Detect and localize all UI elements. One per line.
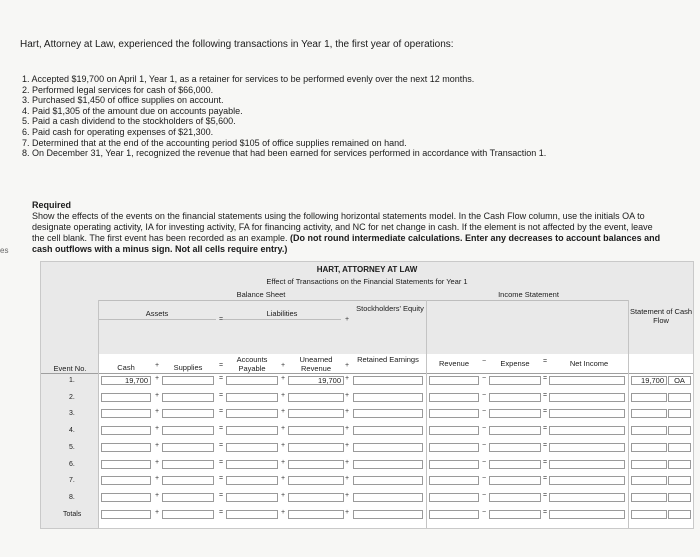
liabilities-label: Liabilities xyxy=(266,309,298,318)
unearned-revenue-cell[interactable]: 19,700 xyxy=(288,376,344,385)
event-number: 7. xyxy=(69,477,75,484)
accounts-payable-cell[interactable] xyxy=(226,460,278,469)
supplies-cell[interactable] xyxy=(162,376,214,385)
plus-sign: + xyxy=(281,475,286,482)
accounts-payable-cell[interactable] xyxy=(226,376,278,385)
supplies-cell[interactable] xyxy=(162,476,214,485)
equals-sign: = xyxy=(543,358,548,365)
unearned-revenue-cell[interactable] xyxy=(288,493,344,502)
plus-sign: + xyxy=(281,442,286,449)
event-number: 1. xyxy=(69,377,75,384)
minus-sign: − xyxy=(482,492,487,499)
accounts-payable-cell[interactable] xyxy=(226,409,278,418)
minus-sign: − xyxy=(482,375,487,382)
cash-cell[interactable] xyxy=(101,443,151,452)
plus-sign: + xyxy=(345,408,350,415)
transaction-item: 5. Paid a cash dividend to the stockholders of $5,600. xyxy=(22,116,236,127)
plus-sign: + xyxy=(345,442,350,449)
cash-flow-amount-cell[interactable] xyxy=(631,476,667,485)
revenue-cell[interactable] xyxy=(429,376,479,385)
expense-cell[interactable] xyxy=(489,376,541,385)
cash-flow-type-cell[interactable] xyxy=(668,460,691,469)
plus-sign: + xyxy=(281,408,286,415)
required-title: Required xyxy=(32,200,72,210)
equals-sign: = xyxy=(543,442,548,449)
plus-sign: + xyxy=(345,509,350,516)
cash-flow-type-cell[interactable] xyxy=(668,493,691,502)
plus-sign: + xyxy=(345,459,350,466)
revenue-cell[interactable] xyxy=(429,409,479,418)
plus-sign: + xyxy=(345,392,350,399)
expense-cell[interactable] xyxy=(489,409,541,418)
revenue-cell[interactable] xyxy=(429,443,479,452)
retained-earnings-cell[interactable] xyxy=(353,409,423,418)
col-sep xyxy=(628,300,629,528)
equals-sign: = xyxy=(219,425,224,432)
minus-sign: − xyxy=(482,358,487,365)
plus-sign: + xyxy=(155,362,160,369)
accounts-payable-cell[interactable] xyxy=(226,426,278,435)
plus-sign: + xyxy=(155,392,160,399)
unearned-revenue-cell[interactable] xyxy=(288,510,344,519)
cash-cell[interactable] xyxy=(101,409,151,418)
header-divider xyxy=(98,300,628,301)
cash-flow-amount-cell[interactable] xyxy=(631,409,667,418)
plus-sign: + xyxy=(345,316,350,323)
retained-earnings-cell[interactable] xyxy=(353,376,423,385)
model-subtitle: Effect of Transactions on the Financial Statements for Year 1 xyxy=(266,277,468,286)
unearned-revenue-cell[interactable] xyxy=(288,460,344,469)
liabilities-underline xyxy=(223,319,341,320)
unearned-revenue-cell[interactable] xyxy=(288,443,344,452)
equals-sign: = xyxy=(219,362,224,369)
accounts-payable-cell[interactable] xyxy=(226,443,278,452)
col-net-income: Net Income xyxy=(569,359,609,368)
event-number: 8. xyxy=(69,494,75,501)
cash-flow-type-cell[interactable] xyxy=(668,426,691,435)
minus-sign: − xyxy=(482,392,487,399)
cash-flow-amount-cell[interactable]: 19,700 xyxy=(631,376,667,385)
net-income-cell[interactable] xyxy=(549,376,625,385)
net-income-cell[interactable] xyxy=(549,409,625,418)
col-event-no: Event No. xyxy=(53,364,87,373)
supplies-cell[interactable] xyxy=(162,393,214,402)
equals-sign: = xyxy=(543,509,548,516)
cash-flow-type-cell[interactable] xyxy=(668,443,691,452)
retained-earnings-cell[interactable] xyxy=(353,393,423,402)
revenue-cell[interactable] xyxy=(429,460,479,469)
equals-sign: = xyxy=(219,492,224,499)
supplies-cell[interactable] xyxy=(162,426,214,435)
supplies-cell[interactable] xyxy=(162,460,214,469)
plus-sign: + xyxy=(155,425,160,432)
col-sep xyxy=(426,300,427,528)
cash-flow-amount-cell[interactable] xyxy=(631,460,667,469)
plus-sign: + xyxy=(345,492,350,499)
cash-flow-label: Statement of Cash Flow xyxy=(629,307,693,325)
balance-sheet-label: Balance Sheet xyxy=(236,290,286,299)
event-number: 3. xyxy=(69,410,75,417)
plus-sign: + xyxy=(345,362,350,369)
equals-sign: = xyxy=(543,492,548,499)
net-income-cell[interactable] xyxy=(549,493,625,502)
required-instructions: Show the effects of the events on the financial statements using the following horizontal statements model. In the Cash Flow column, use the initials OA to designate operating activity, IA for investing activity, FA for financing activity, and NC for net change in cash. If the element is not affected by the event, leave the cell blank. The first event has been recorded as an example. xyxy=(32,211,653,243)
equals-sign: = xyxy=(543,475,548,482)
col-expense: Expense xyxy=(500,359,530,368)
plus-sign: + xyxy=(155,459,160,466)
equals-sign: = xyxy=(219,475,224,482)
accounts-payable-cell[interactable] xyxy=(226,493,278,502)
net-income-cell[interactable] xyxy=(549,443,625,452)
revenue-cell[interactable] xyxy=(429,426,479,435)
col-accounts-payable: Accounts Payable xyxy=(236,355,268,373)
minus-sign: − xyxy=(482,509,487,516)
problem-intro: Hart, Attorney at Law, experienced the following transactions in Year 1, the first year of operations: xyxy=(20,39,454,50)
cash-flow-amount-cell[interactable] xyxy=(631,443,667,452)
cash-cell[interactable]: 19,700 xyxy=(101,376,151,385)
transaction-item: 7. Determined that at the end of the accounting period $105 of office supplies remained on hand. xyxy=(22,137,407,148)
cash-cell[interactable] xyxy=(101,493,151,502)
retained-earnings-cell[interactable] xyxy=(353,476,423,485)
plus-sign: + xyxy=(281,375,286,382)
expense-cell[interactable] xyxy=(489,476,541,485)
cash-cell[interactable] xyxy=(101,476,151,485)
expense-cell[interactable] xyxy=(489,493,541,502)
transaction-item: 1. Accepted $19,700 on April 1, Year 1, as a retainer for services to be performed evenly over the next 12 months. xyxy=(22,74,475,84)
equals-sign: = xyxy=(219,459,224,466)
col-retained-earnings: Retained Earnings xyxy=(357,355,419,364)
equals-sign: = xyxy=(543,408,548,415)
plus-sign: + xyxy=(155,509,160,516)
plus-sign: + xyxy=(155,375,160,382)
equals-sign: = xyxy=(219,375,224,382)
cash-flow-amount-cell[interactable] xyxy=(631,510,667,519)
minus-sign: − xyxy=(482,442,487,449)
minus-sign: − xyxy=(482,408,487,415)
plus-sign: + xyxy=(345,375,350,382)
net-income-cell[interactable] xyxy=(549,426,625,435)
expense-cell[interactable] xyxy=(489,426,541,435)
unearned-revenue-cell[interactable] xyxy=(288,409,344,418)
retained-earnings-cell[interactable] xyxy=(353,493,423,502)
col-supplies: Supplies xyxy=(173,363,203,372)
plus-sign: + xyxy=(281,425,286,432)
transaction-item: 2. Performed legal services for cash of $66,000. xyxy=(22,84,214,95)
required-bold-instructions: (Do not round intermediate calculations. Enter any decreases to account balances and cash outflows with a minus sign. Not all cells require entry.) xyxy=(32,233,661,254)
cash-flow-amount-cell[interactable] xyxy=(631,493,667,502)
retained-earnings-cell[interactable] xyxy=(353,443,423,452)
equals-sign: = xyxy=(219,392,224,399)
revenue-cell[interactable] xyxy=(429,476,479,485)
cash-flow-amount-cell[interactable] xyxy=(631,393,667,402)
plus-sign: + xyxy=(155,408,160,415)
transaction-item: 3. Purchased $1,450 of office supplies on account. xyxy=(22,95,224,106)
accounts-payable-cell[interactable] xyxy=(226,510,278,519)
cash-flow-amount-cell[interactable] xyxy=(631,426,667,435)
plus-sign: + xyxy=(155,492,160,499)
equals-sign: = xyxy=(219,509,224,516)
plus-sign: + xyxy=(281,509,286,516)
expense-cell[interactable] xyxy=(489,393,541,402)
required-section xyxy=(32,200,662,255)
plus-sign: + xyxy=(345,475,350,482)
horizontal-statements-model xyxy=(40,261,694,529)
supplies-cell[interactable] xyxy=(162,409,214,418)
event-number: 2. xyxy=(69,394,75,401)
net-income-cell[interactable] xyxy=(549,393,625,402)
event-number: 6. xyxy=(69,461,75,468)
event-number: Totals xyxy=(63,511,82,518)
revenue-cell[interactable] xyxy=(429,393,479,402)
plus-sign: + xyxy=(345,425,350,432)
income-statement-label: Income Statement xyxy=(498,290,559,299)
net-income-cell[interactable] xyxy=(549,476,625,485)
cash-flow-type-cell[interactable] xyxy=(668,510,691,519)
cash-flow-type-cell[interactable] xyxy=(668,409,691,418)
plus-sign: + xyxy=(155,442,160,449)
cash-cell[interactable] xyxy=(101,426,151,435)
plus-sign: + xyxy=(281,392,286,399)
retained-earnings-cell[interactable] xyxy=(353,460,423,469)
transaction-item: 4. Paid $1,305 of the amount due on accounts payable. xyxy=(22,105,243,116)
supplies-cell[interactable] xyxy=(162,510,214,519)
cash-cell[interactable] xyxy=(101,393,151,402)
expense-cell[interactable] xyxy=(489,510,541,519)
unearned-revenue-cell[interactable] xyxy=(288,426,344,435)
plus-sign: + xyxy=(281,362,286,369)
supplies-cell[interactable] xyxy=(162,443,214,452)
minus-sign: − xyxy=(482,425,487,432)
unearned-revenue-cell[interactable] xyxy=(288,393,344,402)
cash-cell[interactable] xyxy=(101,510,151,519)
equals-sign: = xyxy=(219,442,224,449)
accounts-payable-cell[interactable] xyxy=(226,476,278,485)
net-income-cell[interactable] xyxy=(549,460,625,469)
col-revenue: Revenue xyxy=(438,359,470,368)
expense-cell[interactable] xyxy=(489,443,541,452)
cash-flow-type-cell[interactable] xyxy=(668,476,691,485)
equals-sign: = xyxy=(543,392,548,399)
supplies-cell[interactable] xyxy=(162,493,214,502)
revenue-cell[interactable] xyxy=(429,493,479,502)
transactions-list xyxy=(22,74,546,159)
unearned-revenue-cell[interactable] xyxy=(288,476,344,485)
assets-label: Assets xyxy=(145,309,169,318)
cash-flow-type-cell[interactable]: OA xyxy=(668,376,691,385)
equals-sign: = xyxy=(543,459,548,466)
transaction-item: 6. Paid cash for operating expenses of $21,300. xyxy=(22,126,214,137)
cash-flow-type-cell[interactable] xyxy=(668,393,691,402)
equals-sign: = xyxy=(543,375,548,382)
col-cash: Cash xyxy=(117,363,135,372)
equals-sign: = xyxy=(543,425,548,432)
retained-earnings-cell[interactable] xyxy=(353,426,423,435)
header-bottom-rule xyxy=(41,373,693,374)
event-number: 5. xyxy=(69,444,75,451)
minus-sign: − xyxy=(482,475,487,482)
plus-sign: + xyxy=(281,459,286,466)
accounts-payable-cell[interactable] xyxy=(226,393,278,402)
assets-underline xyxy=(98,319,216,320)
col-sep xyxy=(98,300,99,528)
minus-sign: − xyxy=(482,459,487,466)
net-income-cell[interactable] xyxy=(549,510,625,519)
expense-cell[interactable] xyxy=(489,460,541,469)
side-margin-text: es xyxy=(0,246,9,255)
transaction-item: 8. On December 31, Year 1, recognized the revenue that had been earned for services performed in accordance with Transaction 1. xyxy=(22,148,547,159)
revenue-cell[interactable] xyxy=(429,510,479,519)
equals-sign: = xyxy=(219,316,224,323)
plus-sign: + xyxy=(155,475,160,482)
company-title: HART, ATTORNEY AT LAW xyxy=(316,265,418,274)
equals-sign: = xyxy=(219,408,224,415)
cash-cell[interactable] xyxy=(101,460,151,469)
event-number: 4. xyxy=(69,427,75,434)
stockholders-equity-label: Stockholders' Equity xyxy=(356,304,424,313)
plus-sign: + xyxy=(281,492,286,499)
retained-earnings-cell[interactable] xyxy=(353,510,423,519)
col-unearned-revenue: Unearned Revenue xyxy=(299,355,333,373)
